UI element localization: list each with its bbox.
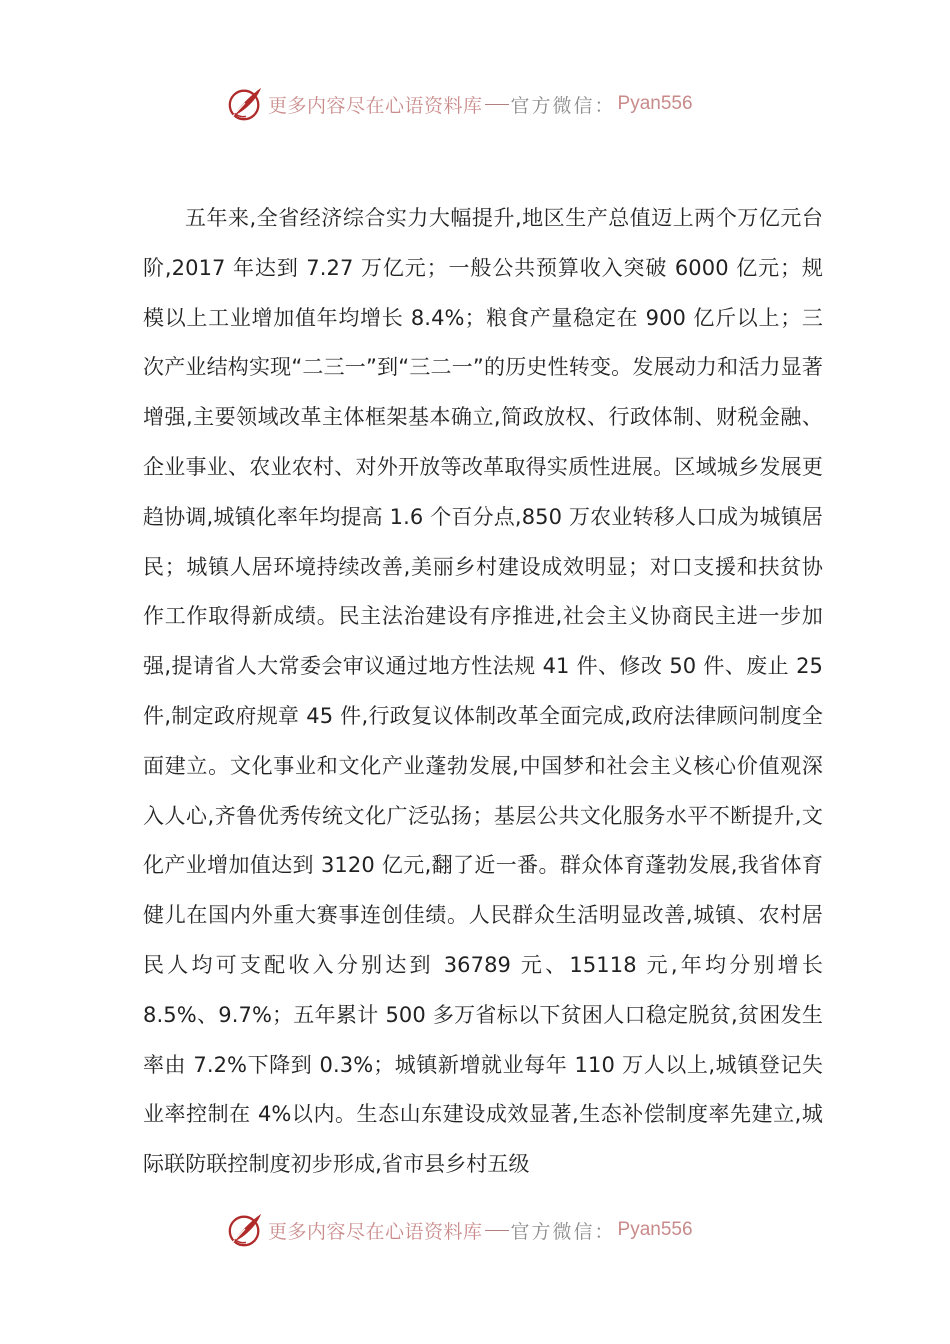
footer-banner <box>226 1210 693 1250</box>
document-paragraph: 五年来,全省经济综合实力大幅提升,地区生产总值迈上两个万亿元台阶,2017 年达到 7.27 万亿元；一般公共预算收入突破 6000 亿元；规模以上工业增加值年均增长 8.4%；粮食产量稳定在 900 亿斤以上；三次产业结构实现“二三一”到“三二一”的历史性转变。发展动力和活力显著增强,主要领域改革主体框架基本确立,简政放权、行政体制、财税金融、企业事业、农业农村、对外开放等改革取得实质性进展。区域城乡发展更趋协调,城镇化率年均提高 1.6 个百分点,850 万农业转移人口成为城镇居民；城镇人居环境持续改善,美丽乡村建设成效明显；对口支援和扶贫协作工作取得新成绩。民主法治建设有序推进,社会主义协商民主进一步加强,提请省人大常委会审议通过地方性法规 41 件、修改 50 件、废止 25 件,制定政府规章 45 件,行政复议体制改革全面完成,政府法律顾问制度全面建立。文化事业和文化产业蓬勃发展,中国梦和社会主义核心价值观深入人心,齐鲁优秀传统文化广泛弘扬；基层公共文化服务水平不断提升,文化产业增加值达到 3120 亿元,翻了近一番。群众体育蓬勃发展,我省体育健儿在国内外重大赛事连创佳绩。人民群众生活明显改善,城镇、农村居民人均可支配收入分别达到 36789 元、15118 元,年均分别增长 8.5%、9.7%；五年累计 500 多万省标以下贫困人口稳定脱贫,贫困发生率由 7.2%下降到 0.3%；城镇新增就业每年 110 万人以上,城镇登记失业率控制在 4%以内。生态山东建设成效显著,生态补偿制度率先建立,城际联防联控制度初步形成,省市县乡村五级 <box>143 206 823 1177</box>
banner-label: 官方微信： <box>510 1220 616 1243</box>
wechat-id: Pyan556 <box>617 93 693 114</box>
banner-separator <box>485 1230 509 1231</box>
quill-pen-logo-icon <box>226 85 264 123</box>
header-banner <box>226 84 693 124</box>
banner-separator <box>485 104 509 105</box>
wechat-id: Pyan556 <box>617 1219 693 1240</box>
quill-pen-logo-icon <box>226 1211 264 1249</box>
banner-label: 官方微信： <box>510 94 616 117</box>
banner-text: 更多内容尽在心语资料库 <box>268 1220 483 1243</box>
banner-text: 更多内容尽在心语资料库 <box>268 94 483 117</box>
